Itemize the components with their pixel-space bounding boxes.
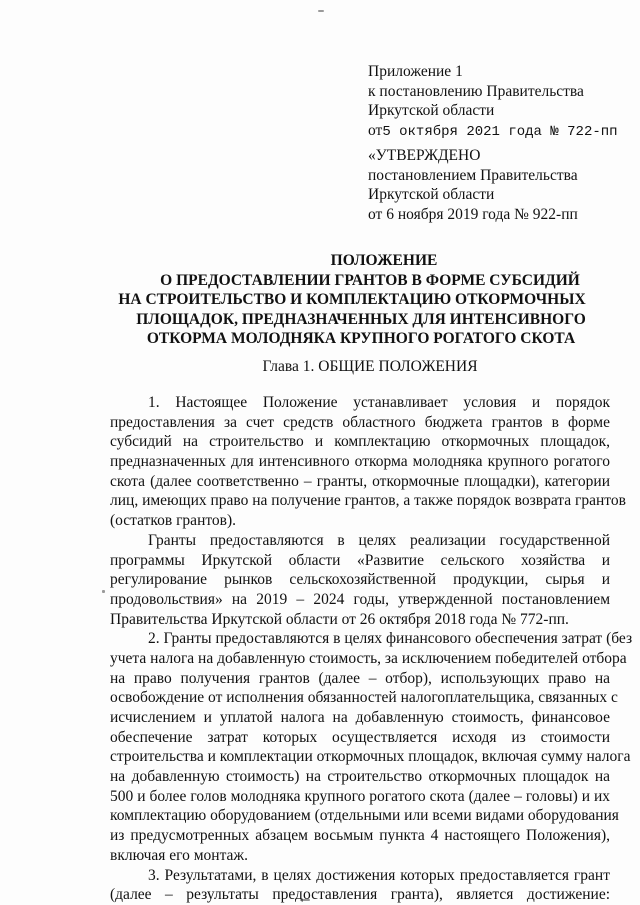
paragraph-line: программы Иркутской области «Развитие сельского хозяйства и	[110, 551, 610, 569]
approved-region: Иркутской области	[368, 186, 495, 203]
paragraph-line: регулирование рынков сельскохозяйственной продукции, сырья и	[110, 571, 610, 589]
paragraph-line: 3. Результатами, в целях достижения которых предоставляется грант	[148, 866, 610, 884]
title-line-5: ОТКОРМА МОЛОДНЯКА КРУПНОГО РОГАТОГО СКОТА	[146, 330, 576, 347]
paragraph-line: освобождение от исполнения обязанностей налогоплательщика, связанных с	[110, 689, 618, 707]
paragraph-line: 1. Настоящее Положение устанавливает условия и порядок	[148, 394, 610, 411]
appendix-number: Приложение 1	[368, 63, 463, 80]
appendix-resolution: к постановлению Правительства	[368, 82, 584, 100]
paragraph-line: лиц, имеющих право на получение грантов, а также порядок возврата грантов	[110, 492, 626, 510]
title-line-2: О ПРЕДОСТАВЛЕНИИ ГРАНТОВ В ФОРМЕ СУБСИДИЙ	[160, 271, 580, 289]
paragraph-line: на добавленную стоимость) на строительство откормочных площадок на	[110, 768, 610, 786]
paragraph-line: на право получения грантов (далее – отбор), использующих право на	[110, 669, 610, 687]
title-line-4: ПЛОЩАДОК, ПРЕДНАЗНАЧЕННЫХ ДЛЯ ИНТЕНСИВНОГО	[136, 310, 586, 328]
paragraph-line: продовольствия» на 2019 – 2024 годы, утвержденной постановлением	[110, 590, 610, 608]
body-text	[110, 393, 633, 905]
scan-mark-top	[318, 10, 324, 12]
paragraph-line: 500 и более голов молодняка крупного рогатого скота (далее – головы) и их	[110, 787, 610, 805]
paragraph-line: строительства и комплектации откормочных площадок, включая сумму налога	[110, 748, 631, 766]
paragraph-line: скота (далее соответственно – гранты, откормочные площадки), категории	[110, 472, 610, 490]
paragraph-line: (далее – результаты предоставления гранта), является достижение:	[110, 886, 610, 904]
title-line-3: НА СТРОИТЕЛЬСТВО И КОМПЛЕКТАЦИЮ ОТКОРМОЧНЫХ	[118, 291, 586, 308]
title-line-1: ПОЛОЖЕНИЕ	[330, 252, 438, 269]
approved-heading: «УТВЕРЖДЕНО	[368, 147, 481, 164]
approved-resolution: постановлением Правительства	[368, 166, 578, 184]
scan-mark-left	[102, 590, 105, 593]
paragraph-line: из предусмотренных абзацем восьмым пункта 4 настоящего Положения),	[110, 827, 610, 845]
paragraph-line: включая его монтаж.	[110, 846, 249, 864]
paragraph-line: (остатков грантов).	[110, 512, 237, 530]
paragraph-line: субсидий на строительство и комплектацию откормочных площадок,	[110, 433, 610, 451]
paragraph-line: Правительства Иркутской области от 26 октября 2018 года № 772-пп.	[110, 610, 569, 628]
paragraph-line: учета налога на добавленную стоимость, за исключением победителей отбора	[110, 649, 627, 667]
document-title	[120, 251, 620, 349]
appendix-date-prefix: от	[368, 121, 383, 139]
appendix-date-value: 5 октября 2021 года № 722-пп	[382, 123, 618, 140]
paragraph-line: комплектацию оборудованием (отдельными или всеми видами оборудования	[110, 807, 619, 825]
approved-date: от 6 ноября 2019 года № 922-пп	[368, 205, 578, 223]
paragraph-line: предназначенных для интенсивного откорма молодняка крупного рогатого	[110, 453, 610, 471]
appendix-block	[368, 62, 628, 142]
chapter-heading: Глава 1. ОБЩИЕ ПОЛОЖЕНИЯ	[262, 358, 478, 375]
paragraph-line: исчислением и уплатой налога на добавленную стоимость, финансовое	[110, 709, 610, 726]
appendix-region: Иркутской области	[368, 102, 495, 119]
paragraph-line: обеспечение затрат которых осуществляется исходя из стоимости	[110, 728, 610, 746]
approved-block	[368, 146, 628, 224]
appendix-date-line	[368, 121, 628, 143]
paragraph-line: предоставления за счет средств областного бюджета грантов в форме	[110, 413, 610, 431]
paragraph-line: 2. Гранты предоставляются в целях финансового обеспечения затрат (без	[148, 630, 633, 648]
paragraph-line: Гранты предоставляются в целях реализации государственной	[148, 531, 610, 549]
